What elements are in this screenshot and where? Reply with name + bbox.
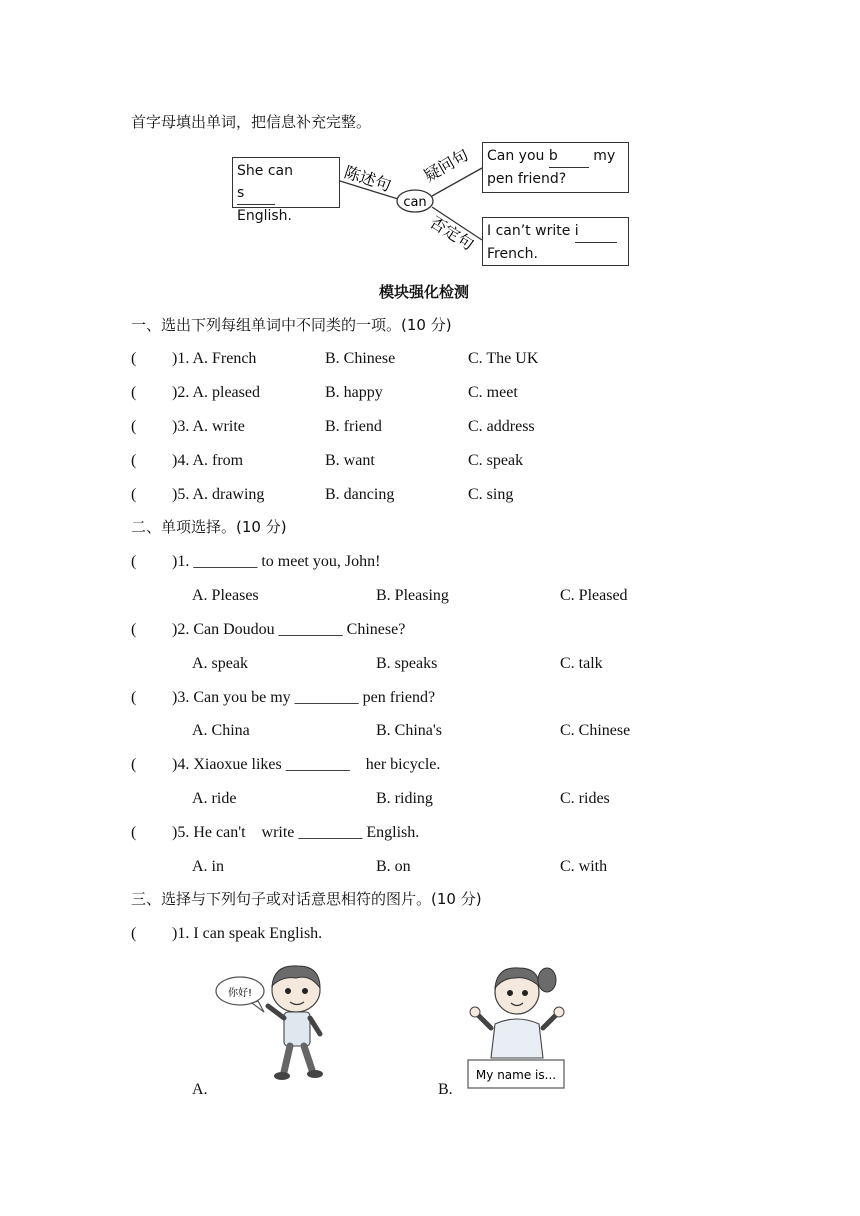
part2-q2-a: A. speak — [192, 655, 248, 672]
option-a-label: A. — [192, 1081, 208, 1098]
part2-q1-a: A. Pleases — [192, 587, 259, 604]
part1-item-5-c: C. sing — [468, 486, 514, 503]
part3-q1: )1. I can speak English. — [172, 925, 323, 942]
part1-item-2-a: )2. A. pleased — [172, 384, 260, 401]
part1-item-2-b: B. happy — [325, 384, 383, 401]
part2-q5: )5. He can't write ________ English. — [172, 824, 420, 841]
part1-item-3-c: C. address — [468, 418, 535, 435]
part2-q2-b: B. speaks — [376, 655, 438, 672]
section-title: 模块强化检测 — [379, 283, 470, 301]
part2-q1-c: C. Pleased — [560, 587, 628, 604]
mind-map-lines — [0, 0, 860, 280]
part2-q4-c: C. rides — [560, 790, 610, 807]
part2-q3-b: B. China's — [376, 722, 442, 739]
part2-q5-b: B. on — [376, 858, 411, 875]
mind-map-center: can — [403, 195, 427, 210]
part3-heading: 三、选择与下列句子或对话意思相符的图片。(10 分) — [131, 890, 482, 908]
blank-s[interactable]: s — [237, 182, 275, 205]
part2-q3-a: A. China — [192, 722, 250, 739]
part1-item-5-b: B. dancing — [325, 486, 395, 503]
label-statement: 陈述句 — [341, 162, 394, 196]
part2-q5-a: A. in — [192, 858, 224, 875]
blank-i[interactable]: i — [575, 220, 617, 243]
part2-q4: )4. Xiaoxue likes ________ her bicycle. — [172, 756, 441, 773]
part2-q4-b: B. riding — [376, 790, 433, 807]
label-question: 疑问句 — [420, 145, 472, 186]
part1-item-4-a: )4. A. from — [172, 452, 244, 469]
part1-item-1-b: B. Chinese — [325, 350, 396, 367]
part2-q2-c: C. talk — [560, 655, 603, 672]
part2-q3-c: C. Chinese — [560, 722, 631, 739]
boy-waving-illustration[interactable] — [212, 958, 332, 1090]
speech-bubble-text: 你好! — [227, 988, 253, 999]
negative-box: I can’t write i French. — [482, 217, 629, 266]
part1-item-3-b: B. friend — [325, 418, 382, 435]
blank-b[interactable]: b — [549, 145, 589, 168]
part1-item-4-c: C. speak — [468, 452, 524, 469]
girl-with-sign-illustration[interactable] — [465, 958, 569, 1092]
part2-q5-c: C. with — [560, 858, 608, 875]
part1-item-2-c: C. meet — [468, 384, 518, 401]
part2-q1-b: B. Pleasing — [376, 587, 449, 604]
option-b-label: B. — [438, 1081, 453, 1098]
part2-q3: )3. Can you be my ________ pen friend? — [172, 689, 436, 706]
part1-item-1-a: )1. A. French — [172, 350, 257, 367]
part1-item-3-a: )3. A. write — [172, 418, 245, 435]
part2-q4-a: A. ride — [192, 790, 237, 807]
label-negative: 否定句 — [426, 212, 478, 255]
part1-item-5-a: )5. A. drawing — [172, 486, 265, 503]
part1-item-4-b: B. want — [325, 452, 375, 469]
sign-text: My name is... — [475, 1068, 557, 1082]
part1-heading: 一、选出下列每组单词中不同类的一项。(10 分) — [131, 316, 452, 334]
part1-item-1-c: C. The UK — [468, 350, 539, 367]
part2-q1: )1. ________ to meet you, John! — [172, 553, 381, 570]
part2-heading: 二、单项选择。(10 分) — [131, 518, 287, 536]
statement-box: She can s English. — [232, 157, 340, 208]
part2-q2: )2. Can Doudou ________ Chinese? — [172, 621, 406, 638]
instruction-text: 首字母填出单词，把信息补充完整。 — [131, 113, 372, 131]
question-box: Can you b my pen friend? — [482, 142, 629, 193]
